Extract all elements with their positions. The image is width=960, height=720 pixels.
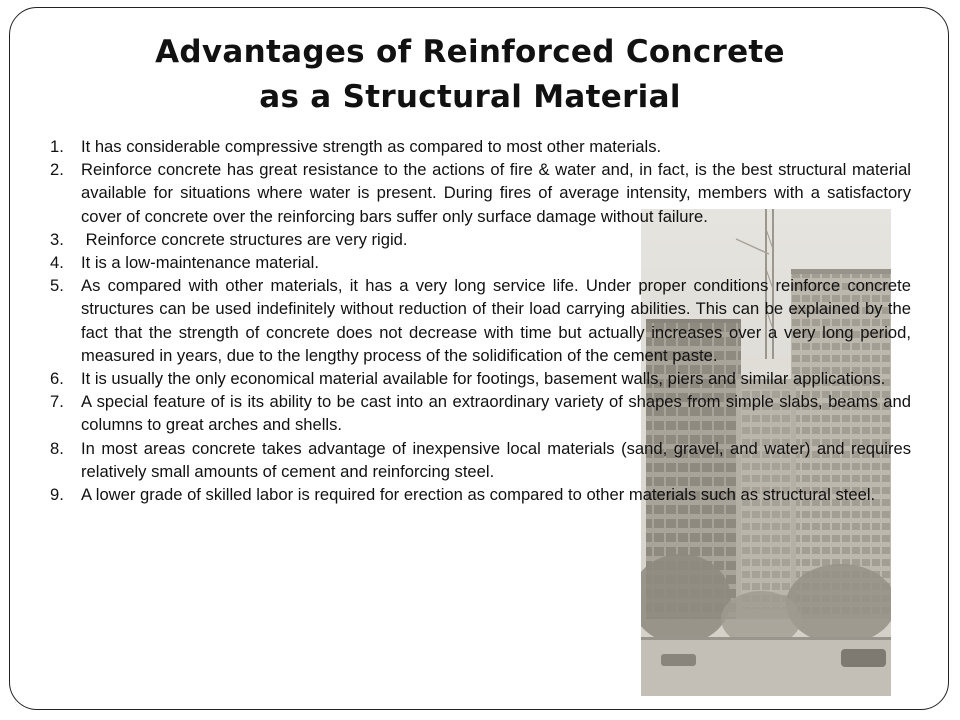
- title-line-1: Advantages of Reinforced Concrete: [155, 34, 785, 70]
- list-item: [50, 483, 911, 506]
- list-item: [50, 367, 911, 390]
- slide-frame: [9, 7, 949, 710]
- item-text: It is usually the only economical material available for footings, basement walls, piers and similar applications.: [81, 369, 886, 389]
- list-item: [50, 228, 911, 251]
- item-number: 9.: [50, 485, 64, 505]
- item-text: It has considerable compressive strength as compared to most other materials.: [81, 137, 662, 156]
- item-number: 5.: [50, 276, 64, 296]
- list-item: [50, 135, 911, 158]
- item-text: In most areas concrete takes advantage of inexpensive local materials (sand, gravel, and water) and requires relatively small amounts of cement and reinforcing steel.: [81, 438, 911, 481]
- list-item: [50, 437, 911, 483]
- item-number: 3.: [50, 229, 64, 249]
- item-number: 7.: [50, 392, 64, 412]
- item-number: 1.: [50, 137, 64, 156]
- list-item: [50, 390, 911, 436]
- list-item: [50, 274, 911, 367]
- item-text: A lower grade of skilled labor is required for erection as compared to other materials such as structural steel.: [81, 485, 876, 505]
- item-number: 8.: [50, 438, 64, 458]
- item-text: A special feature of is its ability to be cast into an extraordinary variety of shapes from simple slabs, beams and columns to great arches and shells.: [81, 392, 911, 435]
- advantages-list: [50, 135, 911, 506]
- list-item: [50, 158, 911, 228]
- list-item: [50, 251, 911, 274]
- item-text: Reinforce concrete structures are very rigid.: [81, 229, 408, 249]
- item-number: 6.: [50, 369, 64, 389]
- item-text: It is a low-maintenance material.: [81, 253, 319, 273]
- title-line-2: as a Structural Material: [259, 79, 681, 115]
- slide-title: [10, 30, 930, 120]
- item-text: Reinforce concrete has great resistance to the actions of fire & water and, in fact, is the best structural material available for situations where water is present. During fires of average intensity, members with a satisfactory cover of concrete over the reinforcing bars suffer only surface damage without failure.: [81, 160, 911, 226]
- item-number: 4.: [50, 253, 64, 273]
- item-number: 2.: [50, 160, 64, 180]
- item-text: As compared with other materials, it has a very long service life. Under proper conditions reinforce concrete structures can be used indefinitely without reduction of their load carrying abilities. This can be explained by the fact that the strength of concrete does not decrease with time but actually increases over a very long period, measured in years, due to the lengthy process of the solidification of the cement paste.: [81, 276, 911, 365]
